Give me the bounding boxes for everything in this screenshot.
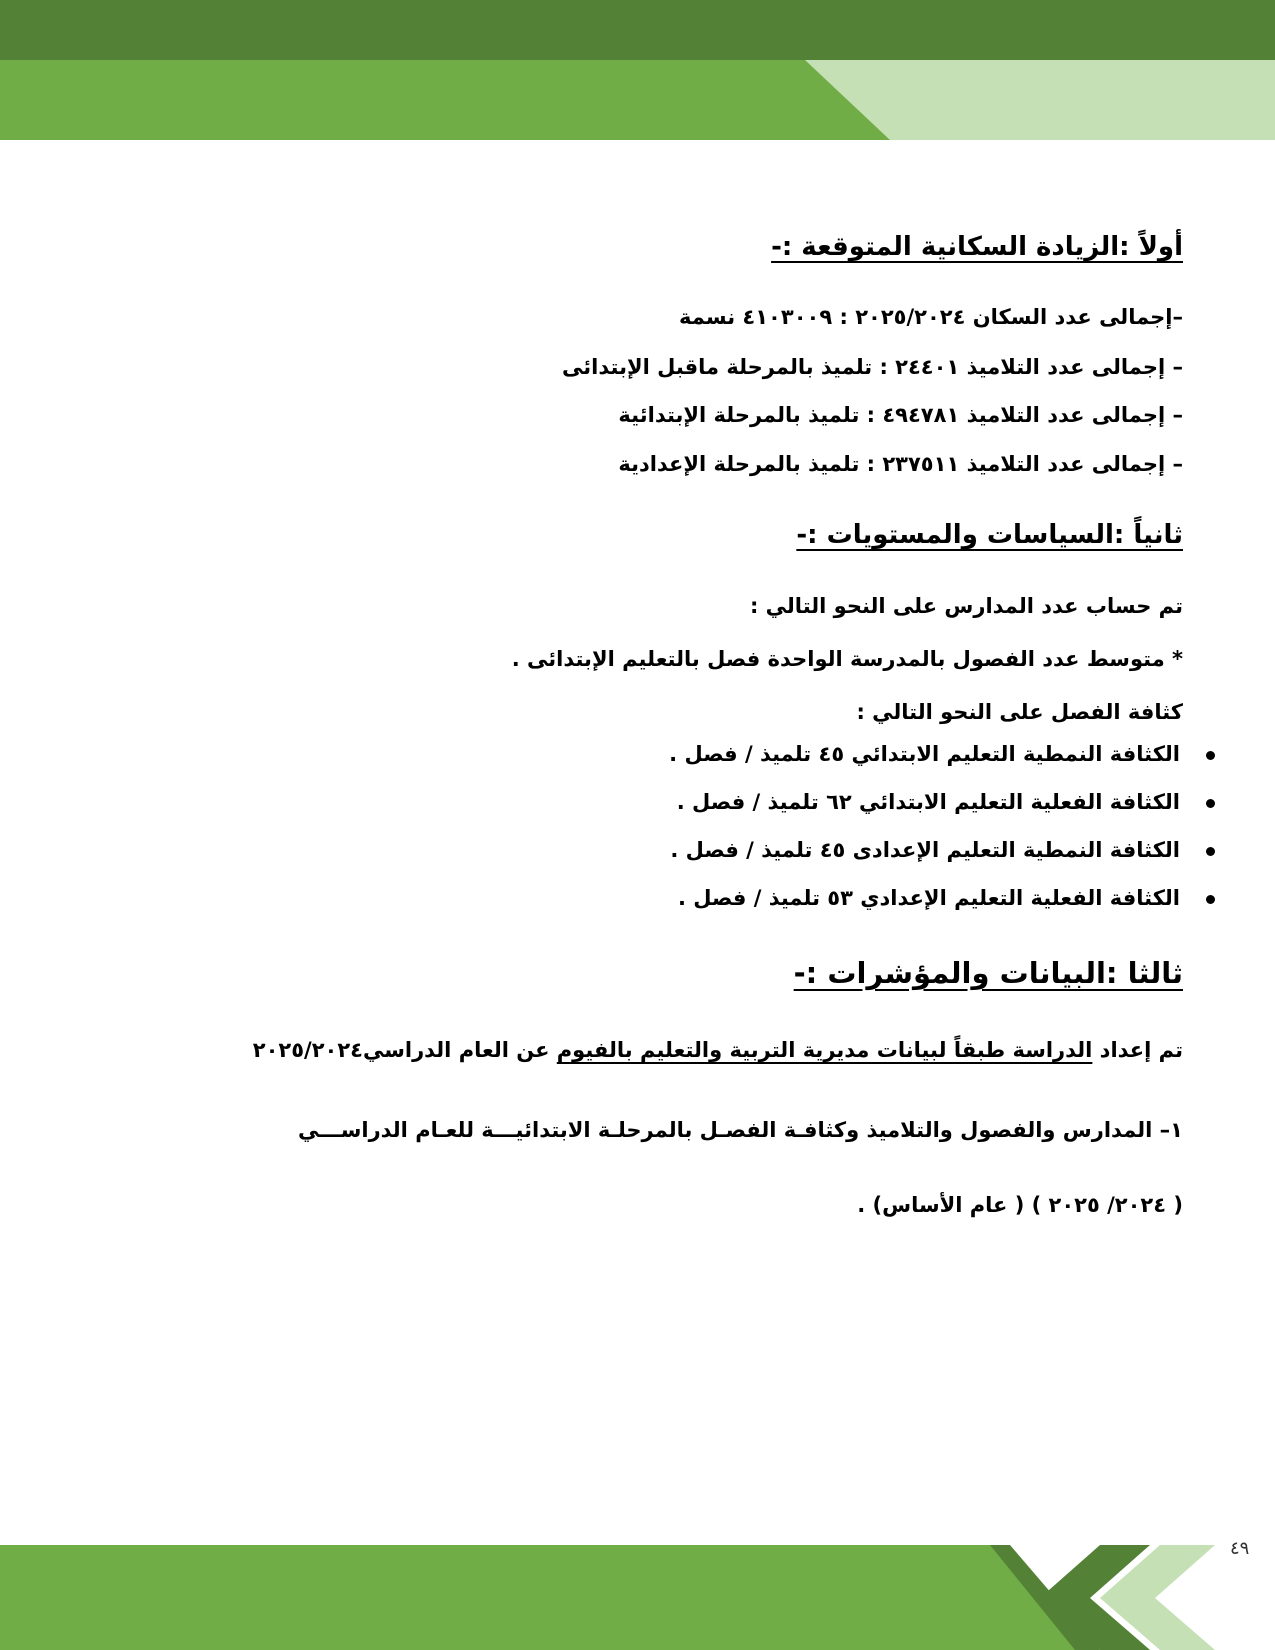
bullet-dot-icon <box>1206 847 1215 856</box>
bullet-dot-icon <box>1206 895 1215 904</box>
header-mid-band <box>0 60 890 140</box>
bullet-dot-icon <box>1206 799 1215 808</box>
density-intro-line: كثافة الفصل على النحو التالي : <box>856 700 1183 724</box>
header-dark-band <box>0 0 1275 60</box>
primary-students-line: – إجمالى عدد التلاميذ ٤٩٤٧٨١ : تلميذ بالمرحلة الإبتدائية <box>618 403 1183 427</box>
population-total-line: –إجمالى عدد السكان ٢٠٢٥/٢٠٢٤ : ٤١٠٣٠٠٩ نسمة <box>679 305 1183 329</box>
footer-banner <box>0 1540 1275 1650</box>
header-banner <box>0 0 1275 140</box>
data-source-start: تم إعداد <box>1092 1038 1183 1062</box>
section2-heading: ثانياً :السياسات والمستويات :- <box>796 520 1183 550</box>
density-bullet-text: الكثافة النمطية التعليم الإعدادى ٤٥ تلميذ / فصل . <box>670 838 1180 862</box>
preparatory-students-line: – إجمالى عدد التلاميذ ٢٣٧٥١١ : تلميذ بالمرحلة الإعدادية <box>618 452 1183 476</box>
density-bullet-text: الكثافة الفعلية التعليم الابتدائي ٦٢ تلميذ / فصل . <box>676 790 1180 814</box>
density-bullet-text: الكثافة النمطية التعليم الابتدائي ٤٥ تلميذ / فصل . <box>669 742 1180 766</box>
section1-heading: أولاً :الزيادة السكانية المتوقعة :- <box>771 232 1183 262</box>
page-number: ٤٩ <box>1230 1538 1250 1559</box>
density-bullet <box>677 790 1215 814</box>
density-bullet <box>678 886 1215 910</box>
bullet-dot-icon <box>1206 751 1215 760</box>
section3-heading: ثالثا :البيانات والمؤشرات :- <box>793 956 1183 990</box>
avg-classes-line: * متوسط عدد الفصول بالمدرسة الواحدة فصل بالتعليم الإبتدائى . <box>511 647 1183 671</box>
footer-mid-band <box>0 1545 1075 1650</box>
data-source-underlined: الدراسة طبقاً لبيانات مديرية التربية والتعليم بالفيوم <box>556 1038 1093 1062</box>
density-bullet <box>670 838 1215 862</box>
preprimary-students-line: – إجمالى عدد التلاميذ ٢٤٤٠١ : تلميذ بالمرحلة ماقبل الإبتدائى <box>562 355 1183 379</box>
schools-calc-line: تم حساب عدد المدارس على النحو التالي : <box>749 594 1183 618</box>
density-bullet <box>669 742 1215 766</box>
data-source-end: عن العام الدراسي٢٠٢٥/٢٠٢٤ <box>252 1038 557 1062</box>
data-source-line <box>253 1038 1183 1062</box>
item1-year-line: ( ٢٠٢٤/ ٢٠٢٥ ) ( عام الأساس) . <box>857 1193 1183 1217</box>
item1-title-line: ١– المدارس والفصول والتلاميذ وكثافـة الفصـل بالمرحلـة الابتدائيـــة للعـام الدراســـي <box>297 1118 1183 1142</box>
density-bullet-text: الكثافة الفعلية التعليم الإعدادي ٥٣ تلميذ / فصل . <box>677 886 1180 910</box>
